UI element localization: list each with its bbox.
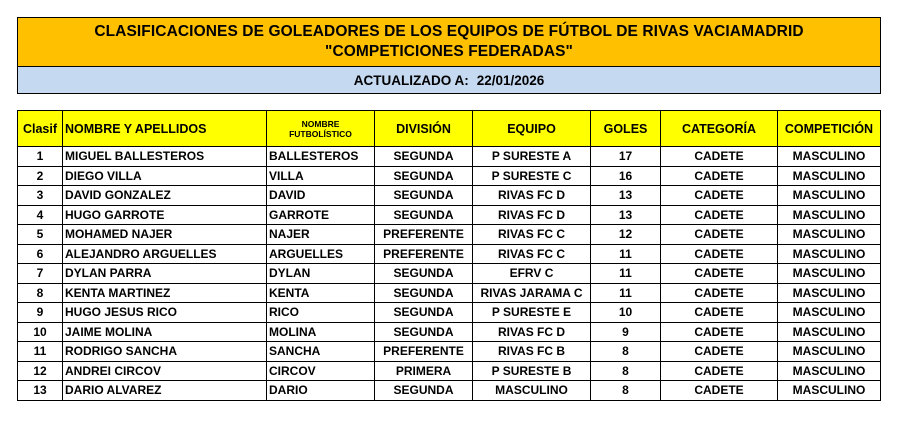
cell-division: SEGUNDA — [375, 381, 473, 401]
cell-goals: 11 — [591, 283, 661, 303]
cell-competition: MASCULINO — [778, 166, 881, 186]
cell-name: HUGO GARROTE — [63, 205, 267, 225]
updated-bar — [18, 67, 880, 93]
cell-division: SEGUNDA — [375, 166, 473, 186]
cell-division: SEGUNDA — [375, 283, 473, 303]
cell-goals: 12 — [591, 225, 661, 245]
cell-team: RIVAS FC D — [473, 186, 591, 206]
table-row — [18, 283, 881, 303]
cell-division: SEGUNDA — [375, 322, 473, 342]
cell-category: CADETE — [661, 322, 778, 342]
col-header-futbolistico-line-1: NOMBRE — [301, 118, 340, 129]
table-row — [18, 225, 881, 245]
table-header-row — [18, 111, 881, 147]
cell-team: RIVAS FC C — [473, 225, 591, 245]
cell-position: 8 — [18, 283, 63, 303]
cell-nickname: DARIO — [267, 381, 375, 401]
table-row — [18, 303, 881, 323]
cell-category: CADETE — [661, 361, 778, 381]
cell-goals: 13 — [591, 205, 661, 225]
cell-division: SEGUNDA — [375, 303, 473, 323]
cell-position: 4 — [18, 205, 63, 225]
cell-position: 7 — [18, 264, 63, 284]
table-row — [18, 381, 881, 401]
cell-position: 12 — [18, 361, 63, 381]
col-header-futbolistico-line-2: FUTBOLÍSTICO — [289, 128, 352, 139]
cell-team: RIVAS FC D — [473, 322, 591, 342]
table-row — [18, 205, 881, 225]
cell-team: EFRV C — [473, 264, 591, 284]
cell-category: CADETE — [661, 264, 778, 284]
col-header-equipo: EQUIPO — [473, 111, 591, 147]
col-header-categoria: CATEGORÍA — [661, 111, 778, 147]
col-header-goles: GOLES — [591, 111, 661, 147]
cell-name: KENTA MARTINEZ — [63, 283, 267, 303]
cell-competition: MASCULINO — [778, 322, 881, 342]
cell-position: 5 — [18, 225, 63, 245]
cell-goals: 8 — [591, 342, 661, 362]
cell-category: CADETE — [661, 381, 778, 401]
cell-name: HUGO JESUS RICO — [63, 303, 267, 323]
table-row — [18, 361, 881, 381]
cell-competition: MASCULINO — [778, 205, 881, 225]
cell-goals: 13 — [591, 186, 661, 206]
cell-division: PREFERENTE — [375, 342, 473, 362]
cell-team: RIVAS FC C — [473, 244, 591, 264]
col-header-nombre: NOMBRE Y APELLIDOS — [63, 111, 267, 147]
scorers-table — [17, 110, 881, 401]
cell-goals: 11 — [591, 264, 661, 284]
cell-nickname: BALLESTEROS — [267, 147, 375, 167]
cell-nickname: DYLAN — [267, 264, 375, 284]
table-row — [18, 147, 881, 167]
cell-nickname: RICO — [267, 303, 375, 323]
cell-nickname: DAVID — [267, 186, 375, 206]
cell-goals: 17 — [591, 147, 661, 167]
cell-name: RODRIGO SANCHA — [63, 342, 267, 362]
cell-team: RIVAS FC D — [473, 205, 591, 225]
cell-goals: 16 — [591, 166, 661, 186]
cell-team: RIVAS FC B — [473, 342, 591, 362]
cell-competition: MASCULINO — [778, 244, 881, 264]
cell-position: 13 — [18, 381, 63, 401]
cell-competition: MASCULINO — [778, 361, 881, 381]
cell-category: CADETE — [661, 166, 778, 186]
cell-team: P SURESTE A — [473, 147, 591, 167]
cell-competition: MASCULINO — [778, 225, 881, 245]
cell-category: CADETE — [661, 186, 778, 206]
cell-nickname: MOLINA — [267, 322, 375, 342]
cell-division: SEGUNDA — [375, 264, 473, 284]
table-row — [18, 166, 881, 186]
cell-nickname: KENTA — [267, 283, 375, 303]
cell-name: ALEJANDRO ARGUELLES — [63, 244, 267, 264]
cell-competition: MASCULINO — [778, 264, 881, 284]
cell-position: 2 — [18, 166, 63, 186]
cell-category: CADETE — [661, 205, 778, 225]
cell-division: SEGUNDA — [375, 147, 473, 167]
cell-name: MOHAMED NAJER — [63, 225, 267, 245]
cell-name: DIEGO VILLA — [63, 166, 267, 186]
cell-category: CADETE — [661, 342, 778, 362]
cell-name: DAVID GONZALEZ — [63, 186, 267, 206]
report-title-line-2: "COMPETICIONES FEDERADAS" — [325, 43, 573, 60]
cell-goals: 8 — [591, 361, 661, 381]
cell-goals: 9 — [591, 322, 661, 342]
cell-category: CADETE — [661, 147, 778, 167]
cell-name: MIGUEL BALLESTEROS — [63, 147, 267, 167]
table-row — [18, 186, 881, 206]
cell-goals: 11 — [591, 244, 661, 264]
cell-category: CADETE — [661, 303, 778, 323]
cell-name: DYLAN PARRA — [63, 264, 267, 284]
cell-team: RIVAS JARAMA C — [473, 283, 591, 303]
cell-position: 11 — [18, 342, 63, 362]
cell-position: 1 — [18, 147, 63, 167]
cell-nickname: VILLA — [267, 166, 375, 186]
col-header-competicion: COMPETICIÓN — [778, 111, 881, 147]
cell-position: 10 — [18, 322, 63, 342]
cell-competition: MASCULINO — [778, 342, 881, 362]
table-row — [18, 244, 881, 264]
cell-position: 6 — [18, 244, 63, 264]
table-row — [18, 322, 881, 342]
cell-team: P SURESTE E — [473, 303, 591, 323]
cell-category: CADETE — [661, 283, 778, 303]
cell-category: CADETE — [661, 244, 778, 264]
col-header-futbolistico — [267, 111, 375, 147]
cell-division: SEGUNDA — [375, 186, 473, 206]
report-title — [18, 18, 880, 67]
cell-position: 3 — [18, 186, 63, 206]
cell-division: PRIMERA — [375, 361, 473, 381]
cell-position: 9 — [18, 303, 63, 323]
cell-team: MASCULINO — [473, 381, 591, 401]
cell-category: CADETE — [661, 225, 778, 245]
cell-competition: MASCULINO — [778, 303, 881, 323]
cell-goals: 10 — [591, 303, 661, 323]
cell-nickname: GARROTE — [267, 205, 375, 225]
cell-division: SEGUNDA — [375, 205, 473, 225]
cell-competition: MASCULINO — [778, 186, 881, 206]
report-header — [17, 17, 881, 94]
report-title-line-1: CLASIFICACIONES DE GOLEADORES DE LOS EQUIPOS DE FÚTBOL DE RIVAS VACIAMADRID — [94, 23, 804, 40]
cell-competition: MASCULINO — [778, 381, 881, 401]
col-header-division: DIVISIÓN — [375, 111, 473, 147]
table-row — [18, 264, 881, 284]
updated-date: 22/01/2026 — [476, 72, 545, 88]
cell-nickname: SANCHA — [267, 342, 375, 362]
col-header-clasif: Clasif — [18, 111, 63, 147]
cell-name: DARIO ALVAREZ — [63, 381, 267, 401]
cell-nickname: ARGUELLES — [267, 244, 375, 264]
cell-name: JAIME MOLINA — [63, 322, 267, 342]
table-row — [18, 342, 881, 362]
cell-team: P SURESTE B — [473, 361, 591, 381]
cell-team: P SURESTE C — [473, 166, 591, 186]
cell-competition: MASCULINO — [778, 283, 881, 303]
cell-name: ANDREI CIRCOV — [63, 361, 267, 381]
cell-nickname: NAJER — [267, 225, 375, 245]
cell-division: PREFERENTE — [375, 244, 473, 264]
updated-label: ACTUALIZADO A: — [353, 72, 469, 88]
cell-goals: 8 — [591, 381, 661, 401]
cell-competition: MASCULINO — [778, 147, 881, 167]
cell-division: PREFERENTE — [375, 225, 473, 245]
cell-nickname: CIRCOV — [267, 361, 375, 381]
